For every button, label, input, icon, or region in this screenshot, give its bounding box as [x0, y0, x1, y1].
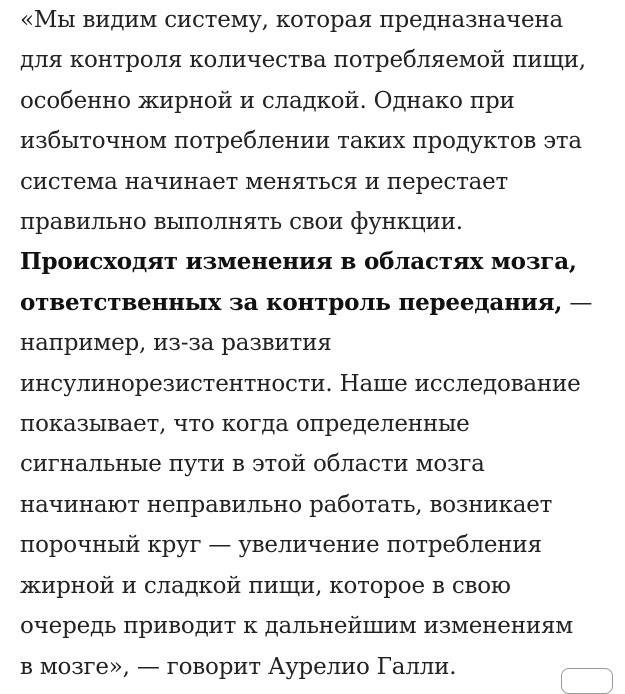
quote-line: система начинает меняться и перестает [20, 168, 509, 195]
quote-line: жирной и сладкой пищи, которое в свою [20, 572, 511, 599]
highlighted-line-with-dash [20, 283, 620, 323]
quote-line: для контроля количества потребляемой пищи, [20, 47, 586, 74]
quote-line: в мозге», — говорит Аурелио Галли. [20, 653, 457, 680]
dash-text: — [562, 289, 593, 316]
quote-line: правильно выполнять свои функции. [20, 209, 463, 236]
floating-control-button[interactable] [561, 668, 613, 694]
quote-line: избыточном потреблении таких продуктов эта [20, 128, 582, 155]
quote-line: например, из-за развития [20, 330, 332, 357]
quote-line: очередь приводит к дальнейшим изменениям [20, 613, 573, 640]
highlighted-text: ответственных за контроль переедания, [20, 288, 563, 316]
quote-line: начинают неправильно работать, возникает [20, 491, 553, 518]
quote-line: сигнальные пути в этой области мозга [20, 451, 485, 478]
highlighted-line: Происходят изменения в областях мозга, [20, 248, 577, 276]
quote-line: порочный круг — увеличение потребления [20, 532, 542, 559]
quote-line: «Мы видим систему, которая предназначена [20, 7, 564, 33]
quote-line: инсулинорезистентности. Наше исследование [20, 370, 581, 397]
quote-line: особенно жирной и сладкой. Однако при [20, 87, 515, 114]
article-quote [20, 0, 620, 687]
quote-line: показывает, что когда определенные [20, 411, 470, 438]
